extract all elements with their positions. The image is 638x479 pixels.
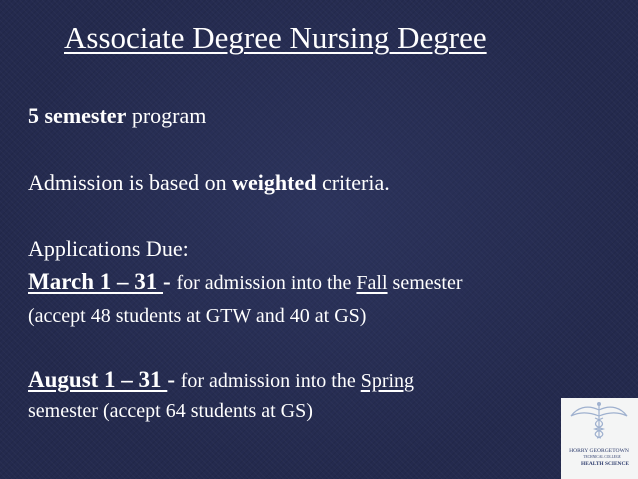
august-text-prefix: for admission into the	[180, 370, 361, 392]
admission-suffix: criteria.	[316, 170, 390, 195]
march-dash: -	[163, 269, 177, 294]
august-capacity-note: semester (accept 64 students at GS)	[28, 400, 313, 422]
program-length: 5 semester	[28, 103, 127, 128]
admission-line	[28, 170, 390, 196]
admission-prefix: Admission is based on	[28, 170, 233, 195]
march-date-range: March 1 – 31	[28, 269, 164, 294]
march-term: Fall	[356, 272, 388, 294]
college-logo	[561, 398, 638, 479]
march-deadline-line	[28, 269, 463, 295]
august-deadline-line	[28, 367, 414, 393]
logo-line-1: HORRY GEORGETOWN	[569, 448, 629, 454]
august-term: Spring	[360, 370, 415, 392]
program-line	[28, 103, 206, 129]
august-date-range: August 1 – 31	[28, 367, 168, 392]
program-label: program	[126, 103, 207, 128]
caduceus-icon	[561, 398, 638, 479]
august-dash: -	[167, 367, 181, 392]
logo-line-3: HEALTH SCIENCE	[581, 461, 629, 467]
logo-line-2: TECHNICAL COLLEGE	[583, 455, 621, 459]
march-text-prefix: for admission into the	[176, 272, 357, 294]
march-text-suffix: semester	[387, 272, 463, 294]
applications-due-heading: Applications Due:	[28, 236, 189, 261]
admission-keyword: weighted	[232, 170, 317, 195]
march-capacity-note: (accept 48 students at GTW and 40 at GS)	[28, 305, 367, 327]
slide-title: Associate Degree Nursing Degree	[64, 20, 487, 55]
